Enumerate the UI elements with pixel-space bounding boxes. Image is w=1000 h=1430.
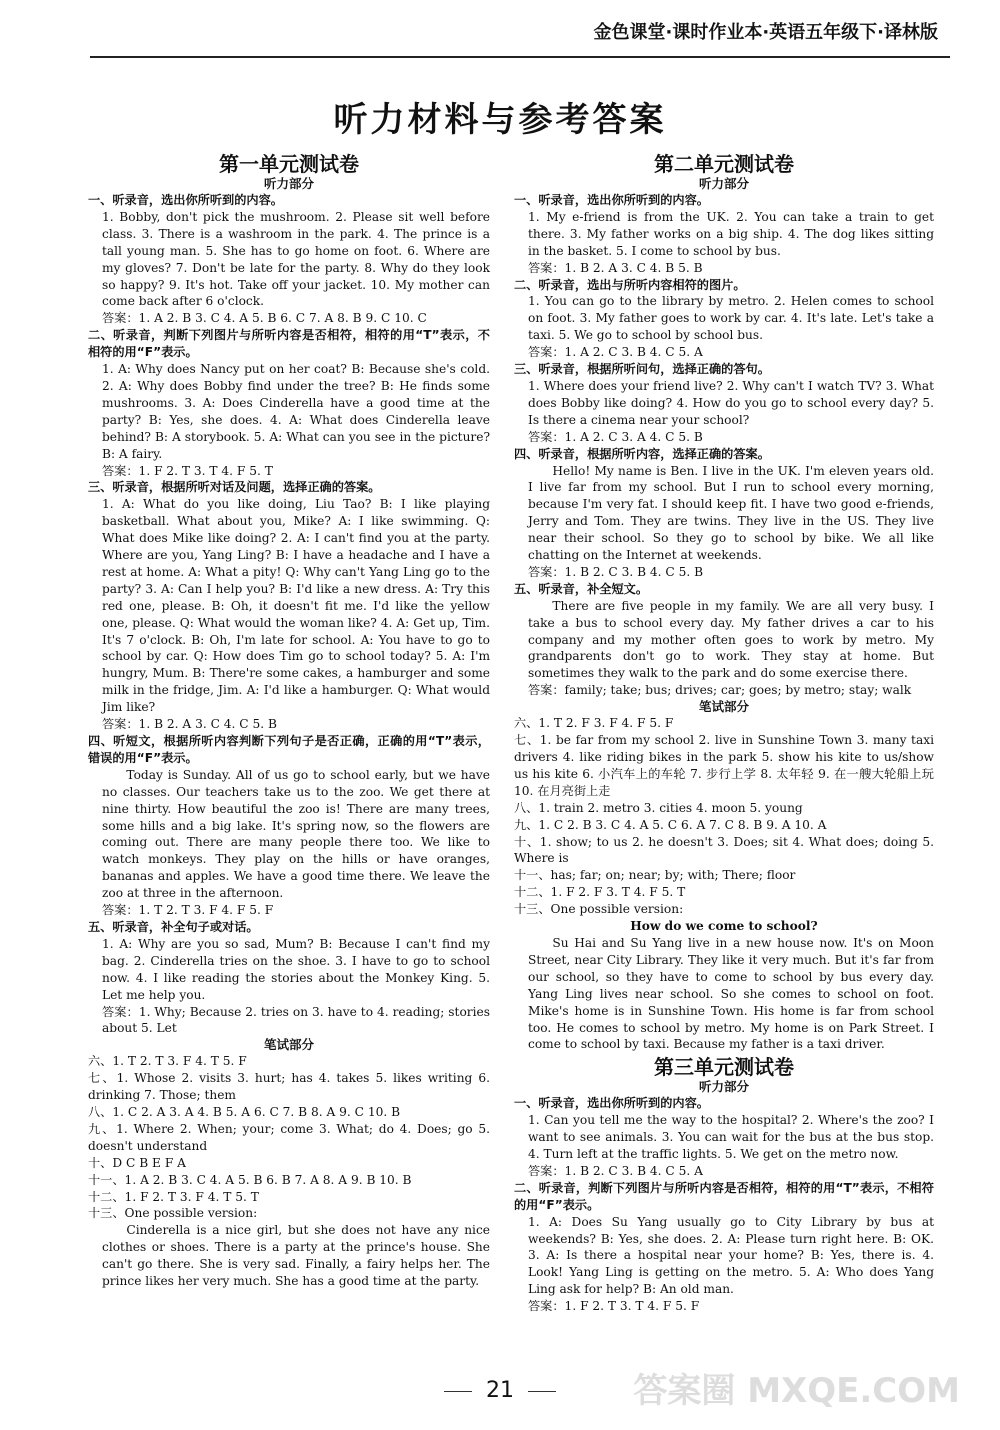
section-label: 听力部分 — [263, 176, 314, 191]
dash-left — [444, 1391, 472, 1392]
text-block: 1. You can go to the library by metro. 2. Helen comes to school on foot. 3. My father goes to work by car. 4. It's late. Let's take a taxi. 5. We go to school by school bus. — [528, 294, 934, 343]
section-label: 听力部分 — [698, 176, 749, 191]
page-title: 听力材料与参考答案 — [333, 100, 667, 140]
text-block: 答案：1. B 2. A 3. C 4. B 5. B — [528, 260, 703, 275]
question-heading: 三、听录音，根据所听对话及问题，选择正确的答案。 — [88, 480, 381, 495]
text-block: 答案：1. B 2. C 3. B 4. C 5. A — [528, 1163, 703, 1178]
section-label: 笔试部分 — [263, 1037, 314, 1053]
page-number-text: 21 — [486, 1378, 514, 1403]
question-heading: 二、听录音，判断下列图片与所听内容是否相符，相符的用“T”表示，不相符的用“F”表示。 — [88, 328, 490, 360]
question-heading: 一、听录音，选出你所听到的内容。 — [514, 193, 709, 207]
question-heading: 三、听录音，根据所听问句，选择正确的答句。 — [514, 362, 770, 377]
essay-title: How do we come to school? — [630, 919, 818, 934]
passage: Hello! My name is Ben. I live in the UK. I'm eleven years old. I live far from my school. But I run to school every morning, because I'm very fat. I should keep fit. I have two good e-friends, Jerry and Tom. They are twins. They live in the US. They live near their school. So they go to school by bike. We all like chatting on the Internet at weekends. — [528, 463, 934, 563]
answer-line: 七、1. be far from my school 2. live in Sunshine Town 3. many taxi drivers 4. like riding bikes in the park 5. show his kite to us/show us his kite 6. 小汽车上的车轮 7. 步行上学 8. 太年轻 9. 在一艘大轮船上玩 10. 在月亮街上走 — [514, 733, 934, 798]
answer-line: 六、1. T 2. F 3. F 4. F 5. F — [514, 716, 674, 731]
text-block: 答案：family; take; bus; drives; car; goes; by metro; stay; walk — [528, 683, 912, 698]
answer-line: 十、D C B E F A — [88, 1155, 186, 1170]
text-block: 答案：1. Why; Because 2. tries on 3. have to 4. reading; stories about 5. Let — [102, 1004, 490, 1036]
text-block: 1. A: Why are you so sad, Mum? B: Because I can't find my bag. 2. Cinderella tries on the shoe. 3. I have to go to school now. 4. I like reading the stories about the Monkey King. 5. Let me help you. — [102, 936, 490, 1002]
text-block: 1. A: Does Su Yang usually go to City Library by bus at weekends? B: Yes, she does. 2. A: Please turn right here. B: OK. 3. A: Is there a hospital near your home? B: Yes, there is. 4. Look! Yang Ling is getting on the metro. 5. A: Who does Yang Ling ask for help? B: An old man. — [528, 1214, 934, 1297]
unit-title: 第一单元测试卷 — [219, 152, 359, 176]
passage: Cinderella is a nice girl, but she does not have any nice clothes or shoes. There is a party at the prince's house. She can't go there. She is very sad. Finally, a fairy helps her. The prince likes her very much. She has a good time at the party. — [102, 1223, 490, 1289]
text-block: 答案：1. A 2. B 3. C 4. A 5. B 6. C 7. A 8. B 9. C 10. C — [102, 311, 427, 326]
answer-line: 十二、1. F 2. T 3. F 4. T 5. T — [88, 1189, 259, 1204]
answer-line: 九、1. C 2. B 3. C 4. A 5. C 6. A 7. C 8. B 9. A 10. A — [514, 817, 827, 832]
question-heading: 五、听录音，补全短文。 — [514, 581, 649, 596]
answer-line: 十一、has; far; on; near; by; with; There; floor — [514, 868, 796, 883]
passage: Today is Sunday. All of us go to school early, but we have no classes. Our teachers take us to the zoo. We get there at nine thirty. How beautiful the zoo is! There are many trees, some hills and a big lake. It's spring now, so the flowers are coming out. There are many people there too. We like to watch monkeys. They play on the hills or have oranges, bananas and apples. We have a good time there. We leave the zoo at three in the afternoon. — [102, 767, 490, 901]
answer-line: 八、1. C 2. A 3. A 4. B 5. A 6. C 7. B 8. A 9. C 10. B — [88, 1105, 401, 1120]
answer-line: 八、1. train 2. metro 3. cities 4. moon 5. young — [514, 800, 803, 815]
dash-right — [528, 1391, 556, 1392]
unit-title: 第三单元测试卷 — [654, 1055, 794, 1080]
passage: There are five people in my family. We are all very busy. I take a bus to school every day. My father drives a car to his company and my mother often goes to work by metro. My grandparents don't go to work. They stay at home. But sometimes they walk to the park and do some exercise there. — [528, 598, 934, 681]
question-heading: 五、听录音，补全句子或对话。 — [88, 919, 259, 934]
text-block: 答案：1. F 2. T 3. T 4. F 5. F — [528, 1299, 700, 1314]
answer-line: 六、1. T 2. T 3. F 4. T 5. F — [88, 1054, 247, 1069]
question-heading: 一、听录音，选出你所听到的内容。 — [88, 193, 283, 207]
question-heading: 一、听录音，选出你所听到的内容。 — [514, 1096, 709, 1111]
section-label: 笔试部分 — [698, 699, 749, 715]
book-header: 金色课堂·课时作业本·英语五年级下·译林版 — [593, 22, 938, 43]
question-heading: 四、听录音，根据所听内容，选择正确的答案。 — [514, 446, 770, 461]
text-block: 答案：1. A 2. C 3. B 4. C 5. A — [528, 345, 703, 360]
text-block: 答案：1. B 2. C 3. B 4. C 5. B — [528, 564, 704, 579]
question-heading: 二、听录音，判断下列图片与所听内容是否相符，相符的用“T”表示，不相符的用“F”表示。 — [514, 1180, 934, 1212]
question-heading: 二、听录音，选出与所听内容相符的图片。 — [514, 277, 746, 292]
text-block: 1. A: Why does Nancy put on her coat? B: Because she's cold. 2. A: Why does Bobby find under the tree? B: He finds some mushrooms. 3. A: Does Cinderella have a good time at the party? B: Yes, she does. 4. A: What does Cinderella leave behind? B: A storybook. 5. A: What can you see in the picture? B: A fairy. — [102, 362, 490, 461]
text-block: 1. Bobby, don't pick the mushroom. 2. Please sit well before class. 3. There is a washroom in the park. 4. The prince is a tall young man. 5. She has to go home on foot. 6. Where are my gloves? 7. Don't be late for the party. 8. Why do they look so happy? 9. It's hot. Take off your jacket. 10. My mother can come back after 6 o'clock. — [102, 209, 490, 309]
answer-line: 十二、1. F 2. F 3. T 4. F 5. T — [514, 885, 686, 900]
header-rule — [90, 56, 950, 58]
text-block: 答案：1. F 2. T 3. T 4. F 5. T — [102, 463, 273, 478]
text-block: 答案：1. T 2. T 3. F 4. F 5. F — [102, 903, 274, 918]
passage: Su Hai and Su Yang live in a new house now. It's on Moon Street, near City Library. They like it very much. But it's far from our school, so they have to come to school by bus every day. Yang Ling lives near school. So she comes to school on foot. Mike's home is in Sunshine Town. His home is far from school too. He comes to school by metro. My home is on Park Street. I come to school by taxi. Because my father is a taxi driver. — [528, 935, 934, 1052]
text-block: 答案：1. B 2. A 3. C 4. C 5. B — [102, 717, 277, 732]
text-block: 1. Where does your friend live? 2. Why can't I watch TV? 3. What does Bobby like doing? 4. How do you go to school every day? 5. Is there a cinema near your school? — [528, 378, 934, 427]
text-block: 1. A: What do you like doing, Liu Tao? B: I like playing basketball. What about you, Mike? A: I like swimming. Q: What does Mike like doing? 2. A: I can't find you at the party. Where are you, Yang Ling? B: I have a headache and I have a rest at home. A: What a pity! Q: Why can't Yang Ling go to the party? 3. A: Can I help you? B: I'd like a new dress. A: Try this red one, please. B: Oh, it doesn't fit me. I'd like the yellow one, please. Q: What would the woman like? 4. A: Get up, Tim. It's 7 o'clock. B: Oh, I'm late for school. A: You have to go to school by car. Q: How does Tim go to school today? 5. A: I'm hungry, Mum. B: There're some cakes, a hamburger and some milk in the fridge, Jim. A: I'd like a hamburger. Q: What would Jim like? — [102, 497, 490, 715]
section-label: 听力部分 — [698, 1079, 749, 1095]
answer-line: 七、1. Whose 2. visits 3. hurt; has 4. takes 5. likes writing 6. drinking 7. Those; them — [88, 1071, 490, 1103]
answer-line: 十三、One possible version: — [88, 1206, 258, 1221]
text-block: 1. My e-friend is from the UK. 2. You can take a train to get there. 3. My father works on a big ship. 4. The dog likes sitting in the basket. 5. I come to school by bus. — [528, 209, 934, 258]
answer-line: 十、1. show; to us 2. he doesn't 3. Does; sit 4. What does; doing 5. Where is — [514, 834, 934, 866]
answer-line: 十一、1. A 2. B 3. C 4. A 5. B 6. B 7. A 8. A 9. B 10. B — [88, 1172, 412, 1187]
left-column — [88, 150, 490, 1290]
answer-line: 十三、One possible version: — [514, 902, 684, 917]
answer-line: 九、1. Where 2. When; your; come 3. What; do 4. Does; go 5. doesn't understand — [88, 1121, 490, 1153]
text-block: 1. Can you tell me the way to the hospital? 2. Where's the zoo? I want to see animals. 3. You can wait for the bus at the bus stop. 4. Turn left at the traffic lights. 5. We get on the metro now. — [528, 1113, 934, 1162]
watermark: 答案圈 MXQE.COM — [633, 1371, 960, 1411]
question-heading: 四、听短文，根据所听内容判断下列句子是否正确，正确的用“T”表示，错误的用“F”表示。 — [88, 734, 490, 765]
right-column — [514, 150, 934, 1315]
text-block: 答案：1. A 2. C 3. A 4. C 5. B — [528, 429, 703, 444]
unit-title: 第二单元测试卷 — [654, 152, 794, 176]
